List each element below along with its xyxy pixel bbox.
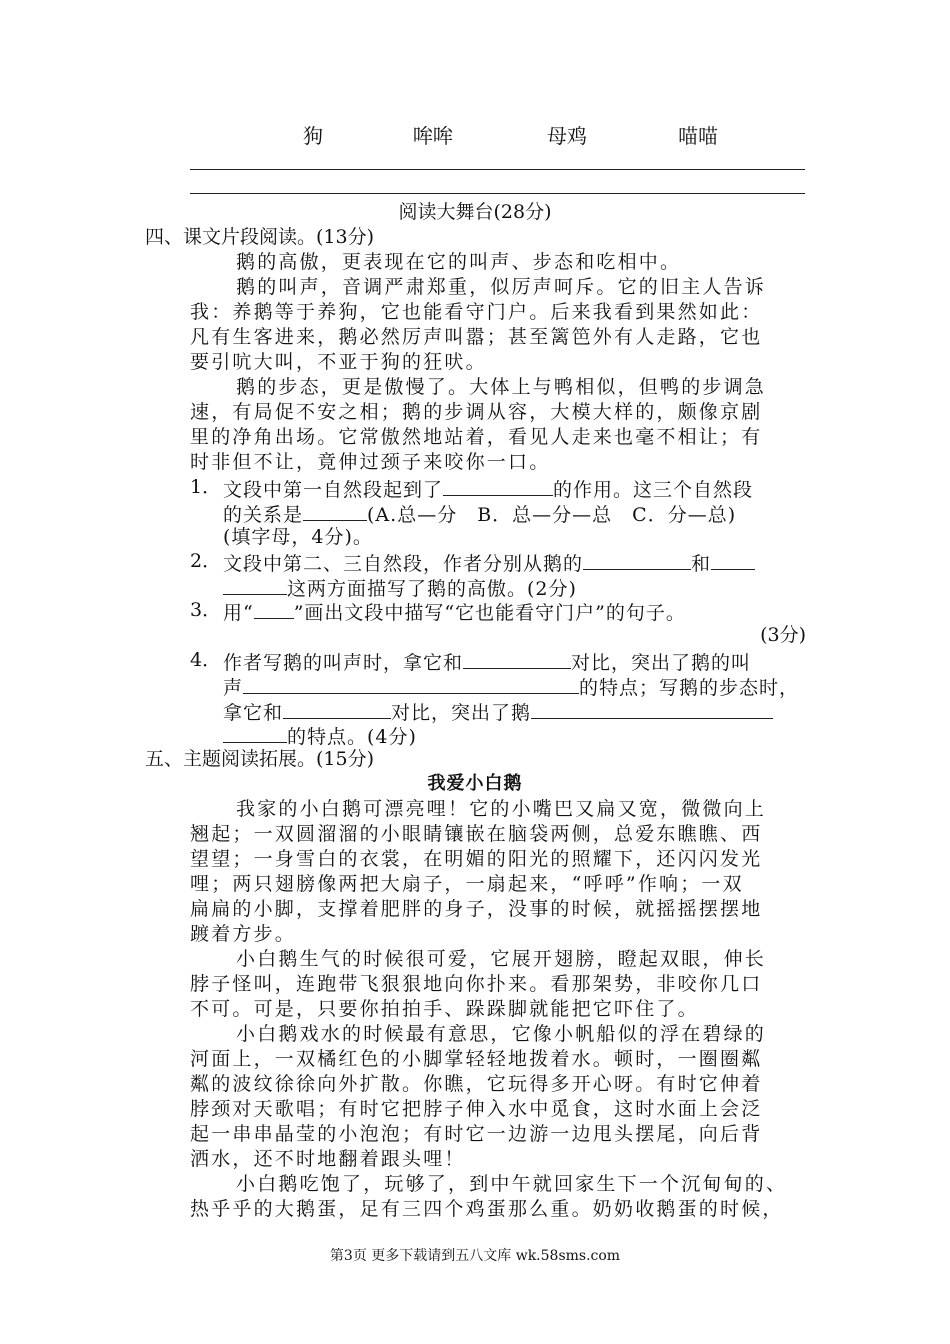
passage-line: 时非但不让，竟伸过颈子来咬你一口。 bbox=[190, 451, 551, 473]
answer-line bbox=[190, 193, 805, 194]
passage-line: 小白鹅吃饱了，玩够了，到中午就回家生下一个沉甸甸的、 bbox=[236, 1173, 788, 1195]
question-text: ”画出文段中描写“它也能看守门户”的句子。 bbox=[293, 602, 686, 624]
question-2-line-2 bbox=[223, 574, 577, 601]
passage-line: 脖子怪叫，连跑带飞狠狠地向你扑来。看那架势，非咬你几口 bbox=[190, 973, 763, 995]
passage-line: 鹅的步态，更是傲慢了。大体上与鸭相似，但鸭的步调急 bbox=[236, 376, 767, 398]
page-footer: 第3页 更多下载请到五八文库 wk.58sms.com bbox=[329, 1248, 621, 1264]
question-2-line-1 bbox=[223, 549, 755, 576]
passage-line: 河面上，一双橘红色的小脚掌轻轻地拨着水。顿时，一圈圈粼 bbox=[190, 1048, 763, 1070]
passage-line: 我家的小白鹅可漂亮哩！它的小嘴巴又扁又宽，微微向上 bbox=[236, 798, 767, 820]
top-word: 哞哞 bbox=[413, 124, 453, 148]
section4-heading: 四、课文片段阅读。(13分) bbox=[145, 226, 375, 248]
question-4-line-4 bbox=[223, 722, 417, 749]
section5-heading: 五、主题阅读拓展。(15分) bbox=[145, 748, 375, 770]
top-word: 母鸡 bbox=[547, 124, 587, 148]
answer-blank[interactable] bbox=[531, 698, 773, 719]
passage-line: 速，有局促不安之相；鹅的步调从容，大模大样的，颇像京剧 bbox=[190, 401, 763, 423]
answer-blank[interactable] bbox=[583, 549, 691, 570]
question-text: 的特点。(4分) bbox=[287, 726, 417, 748]
question-text: (填字母，4分)。 bbox=[223, 526, 373, 548]
question-3-line-1 bbox=[223, 598, 686, 625]
question-number: 3． bbox=[190, 599, 222, 621]
question-text: 对比，突出了鹅 bbox=[391, 702, 532, 724]
answer-blank[interactable] bbox=[711, 549, 755, 570]
passage-line: 洒水，还不时地翻着跟头哩！ bbox=[190, 1148, 466, 1170]
passage-line: 粼的波纹徐徐向外扩散。你瞧，它玩得多开心呀。有时它伸着 bbox=[190, 1073, 763, 1095]
passage-line: 脖颈对天歌唱；有时它把脖子伸入水中觅食，这时水面上会泛 bbox=[190, 1098, 763, 1120]
question-text: 用“ bbox=[223, 602, 254, 624]
answer-blank[interactable] bbox=[443, 475, 553, 496]
top-word: 狗 bbox=[303, 124, 323, 148]
passage-line: 哩；两只翅膀像两把大扇子，一扇起来，“呼呼”作响；一双 bbox=[190, 873, 744, 895]
answer-blank[interactable] bbox=[254, 598, 294, 619]
answer-blank[interactable] bbox=[303, 500, 367, 521]
question-1-line-1 bbox=[223, 475, 753, 502]
passage-line: 不可。可是，只要你拍拍手、跺跺脚就能把它吓住了。 bbox=[190, 998, 699, 1020]
question-text: 文段中第一自然段起到了 bbox=[223, 479, 444, 501]
question-text: 的特点；写鹅的步态时， bbox=[579, 677, 800, 699]
passage-line: 里的净角出场。它常傲然地站着，看见人走来也毫不相让；有 bbox=[190, 426, 763, 448]
passage-line: 扁扁的小脚，支撑着肥胖的身子，没事的时候，就摇摇摆摆地 bbox=[190, 898, 763, 920]
question-4-line-1 bbox=[223, 648, 751, 675]
question-1-line-2 bbox=[223, 500, 736, 527]
question-number: 1． bbox=[190, 476, 222, 498]
passage-line: 要引吭大叫，不亚于狗的狂吠。 bbox=[190, 351, 487, 373]
question-text: 和 bbox=[691, 553, 712, 575]
top-word: 喵喵 bbox=[678, 124, 718, 148]
passage-line: 鹅的叫声，音调严肃郑重，似厉声呵斥。它的旧主人告诉 bbox=[236, 276, 767, 298]
question-text: 声 bbox=[223, 677, 244, 699]
question-text: 作者写鹅的叫声时，拿它和 bbox=[223, 652, 464, 674]
answer-blank[interactable] bbox=[223, 722, 287, 743]
answer-line bbox=[190, 169, 805, 170]
question-4-line-2 bbox=[223, 673, 799, 700]
passage-line: 望望；一身雪白的衣裳，在明媚的阳光的照耀下，还闪闪发光 bbox=[190, 848, 763, 870]
passage-line: 翘起；一双圆溜溜的小眼睛镶嵌在脑袋两侧，总爱东瞧瞧、西 bbox=[190, 823, 763, 845]
passage-line: 小白鹅戏水的时候最有意思，它像小帆船似的浮在碧绿的 bbox=[236, 1023, 767, 1045]
question-text: 的作用。这三个自然段 bbox=[553, 479, 754, 501]
answer-blank[interactable] bbox=[283, 698, 391, 719]
passage-line: 鹅的高傲，更表现在它的叫声、步态和吃相中。 bbox=[236, 251, 682, 273]
article-title: 我爱小白鹅 bbox=[427, 773, 523, 794]
question-number: 2． bbox=[190, 550, 222, 572]
passage-line: 踱着方步。 bbox=[190, 923, 297, 945]
answer-blank[interactable] bbox=[243, 673, 579, 694]
question-text: 拿它和 bbox=[223, 702, 284, 724]
answer-blank[interactable] bbox=[223, 574, 287, 595]
question-text: 文段中第二、三自然段，作者分别从鹅的 bbox=[223, 553, 584, 575]
question-text: 对比，突出了鹅的叫 bbox=[571, 652, 752, 674]
passage-line: 凡有生客进来，鹅必然厉声叫嚣；甚至篱笆外有人走路，它也 bbox=[190, 326, 763, 348]
question-text: 这两方面描写了鹅的高傲。(2分) bbox=[287, 578, 577, 600]
reading-stage-title: 阅读大舞台(28分) bbox=[398, 201, 552, 223]
question-4-line-3 bbox=[223, 698, 773, 725]
question-text: 的关系是 bbox=[223, 504, 304, 526]
score-label: (3分) bbox=[760, 624, 806, 646]
passage-line: 热乎乎的大鹅蛋，足有三四个鸡蛋那么重。奶奶收鹅蛋的时候， bbox=[190, 1198, 784, 1220]
passage-line: 我：养鹅等于养狗，它也能看守门户。后来我看到果然如此： bbox=[190, 301, 763, 323]
answer-blank[interactable] bbox=[463, 648, 571, 669]
question-number: 4． bbox=[190, 649, 222, 671]
passage-line: 起一串串晶莹的小泡泡；有时它一边游一边甩头摆尾，向后背 bbox=[190, 1123, 763, 1145]
passage-line: 小白鹅生气的时候很可爱，它展开翅膀，瞪起双眼，伸长 bbox=[236, 948, 767, 970]
question-text: (A.总—分 B．总—分—总 C．分—总) bbox=[367, 504, 737, 526]
